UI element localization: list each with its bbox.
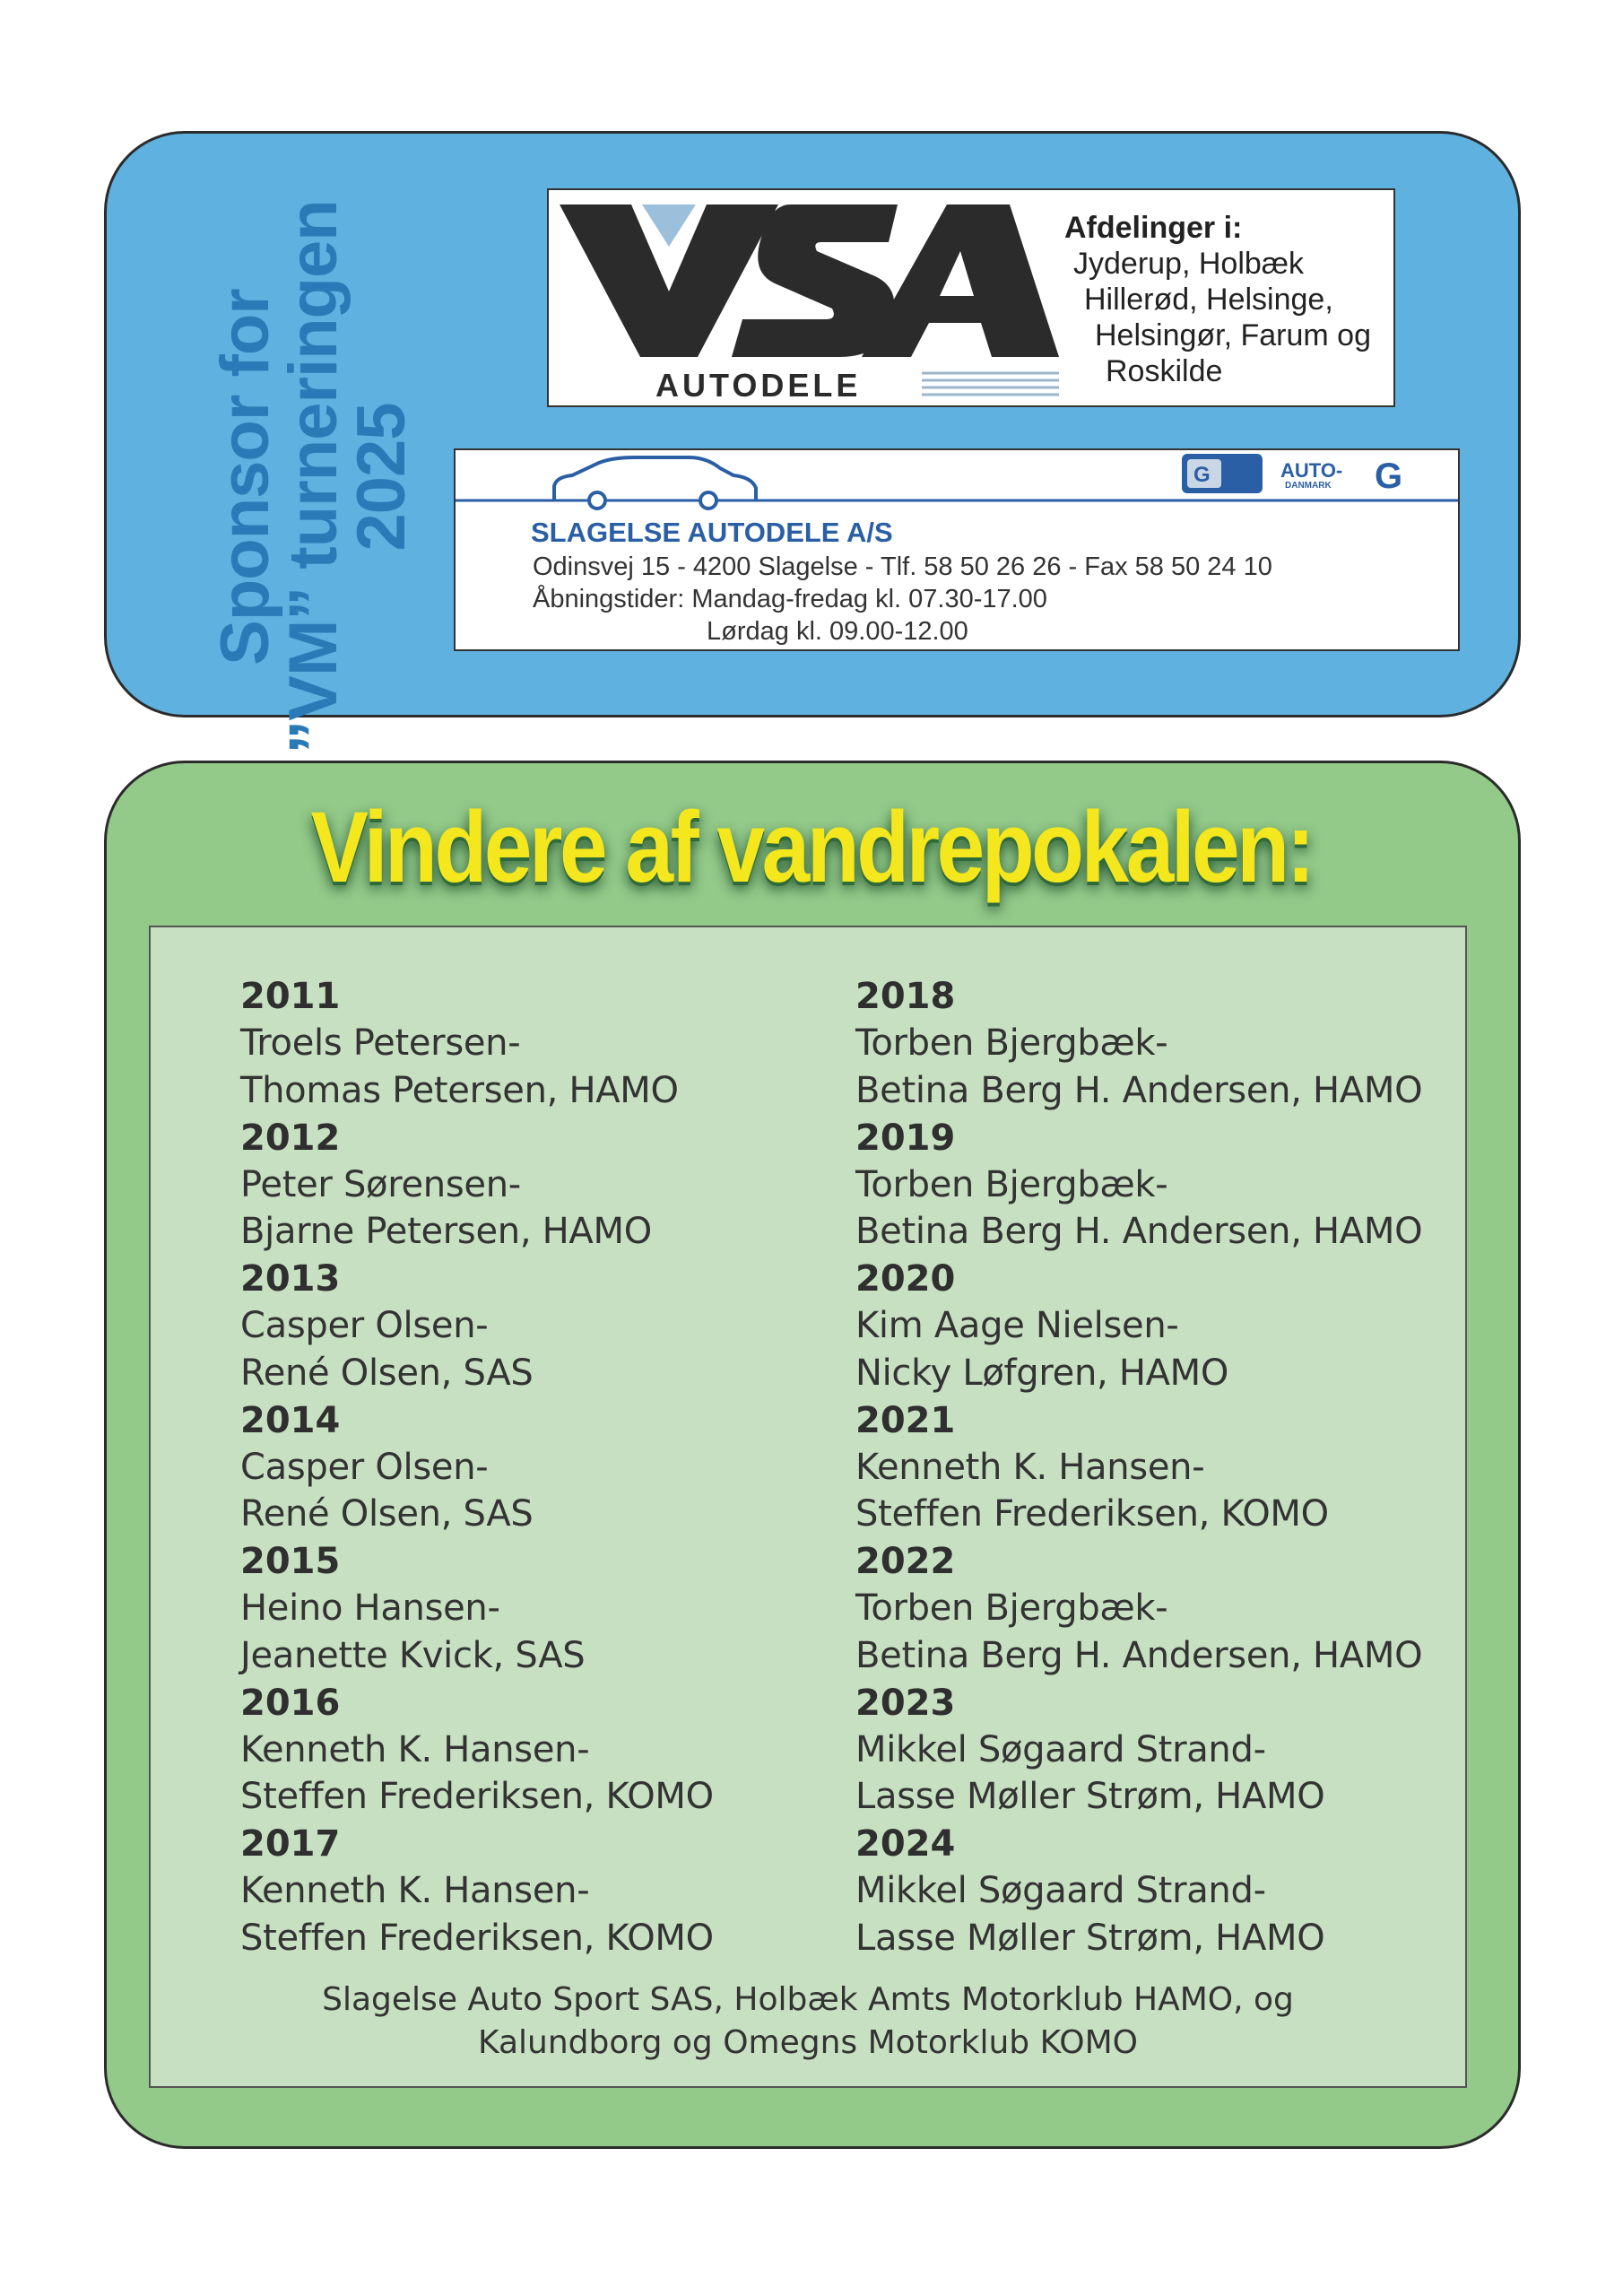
clubs-footer-line-2: Kalundborg og Omegns Motorklub KOMO — [478, 2024, 1138, 2061]
winners-column-left — [240, 973, 850, 1962]
winner-year: 2018 — [855, 976, 956, 1017]
winner-name-2: Thomas Petersen, HAMO — [240, 1069, 679, 1111]
winner-name-2: Steffen Frederiksen, KOMO — [855, 1493, 1329, 1535]
badge-g: G — [1193, 463, 1211, 487]
winner-year: 2013 — [240, 1258, 341, 1300]
winner-year: 2011 — [240, 976, 341, 1017]
winner-entry — [240, 1115, 850, 1257]
winner-name-1: Casper Olsen- — [240, 1446, 489, 1488]
car-outline-icon — [456, 450, 1458, 522]
winner-name-1: Kenneth K. Hansen- — [240, 1728, 590, 1770]
sponsor-line-1: Sponsor for — [207, 289, 283, 665]
winner-year: 2015 — [240, 1541, 341, 1582]
winner-year: 2024 — [855, 1823, 956, 1865]
slagelse-hours-weekday: Åbningstider: Mandag-fredag kl. 07.30-17.00 — [533, 585, 1047, 613]
winner-name-1: Torben Bjergbæk- — [855, 1022, 1168, 1064]
winner-entry — [240, 1538, 850, 1680]
vsa-departments — [1064, 210, 1387, 389]
winners-title: Vindere af vandrepokalen: — [310, 791, 1313, 903]
winner-year: 2021 — [855, 1399, 956, 1441]
slagelse-company-name: SLAGELSE AUTODELE A/S — [531, 517, 893, 548]
winner-entry — [240, 1680, 850, 1822]
winner-year: 2014 — [240, 1399, 341, 1441]
winner-year: 2019 — [855, 1117, 956, 1159]
clubs-footer-line-1: Slagelse Auto Sport SAS, Holbæk Amts Motorklub HAMO, og — [322, 1981, 1294, 2018]
sponsor-line-3: 2025 — [343, 403, 420, 552]
winner-name-1: Kenneth K. Hansen- — [240, 1870, 590, 1911]
departments-line-2: Hillerød, Helsinge, — [1084, 283, 1333, 317]
badge-g-large: G — [1375, 457, 1403, 496]
winner-entry — [240, 1256, 850, 1397]
winner-name-2: Lasse Møller Strøm, HAMO — [855, 1776, 1325, 1817]
winner-name-2: Betina Berg H. Andersen, HAMO — [855, 1069, 1423, 1111]
winner-name-1: Casper Olsen- — [240, 1305, 489, 1346]
winner-entry — [855, 973, 1465, 1115]
winner-name-1: Peter Sørensen- — [240, 1163, 521, 1205]
badge-danmark: DANMARK — [1285, 481, 1332, 491]
winner-name-2: René Olsen, SAS — [240, 1493, 534, 1535]
badge-auto: AUTO- — [1280, 459, 1343, 482]
winner-name-2: Nicky Løfgren, HAMO — [855, 1352, 1229, 1394]
vsa-logo-subtext: AUTODELE — [655, 367, 862, 404]
departments-line-3: Helsingør, Farum og — [1095, 318, 1371, 352]
winner-name-1: Troels Petersen- — [240, 1022, 521, 1064]
winner-entry — [855, 1256, 1465, 1397]
winner-year: 2012 — [240, 1117, 341, 1159]
slagelse-hours-saturday: Lørdag kl. 09.00-12.00 — [707, 617, 968, 646]
winner-year: 2022 — [855, 1541, 956, 1582]
winner-name-1: Torben Bjergbæk- — [855, 1587, 1168, 1629]
winner-name-1: Mikkel Søgaard Strand- — [855, 1870, 1266, 1911]
winner-entry — [855, 1397, 1465, 1539]
winner-name-2: Steffen Frederiksen, KOMO — [240, 1776, 714, 1817]
winner-entry — [855, 1538, 1465, 1680]
winner-name-2: Lasse Møller Strøm, HAMO — [855, 1917, 1325, 1959]
winner-entry — [855, 1680, 1465, 1822]
winner-name-1: Kim Aage Nielsen- — [855, 1305, 1179, 1346]
winner-entry — [855, 1821, 1465, 1962]
winner-year: 2016 — [240, 1682, 341, 1724]
departments-line-1: Jyderup, Holbæk — [1073, 247, 1305, 281]
departments-line-4: Roskilde — [1106, 354, 1223, 388]
winner-name-2: Jeanette Kvick, SAS — [240, 1634, 586, 1676]
winner-name-2: Betina Berg H. Andersen, HAMO — [855, 1211, 1423, 1252]
winner-entry — [240, 1397, 850, 1539]
winner-entry — [855, 1115, 1465, 1257]
winner-year: 2017 — [240, 1823, 341, 1865]
departments-title: Afdelinger i: — [1064, 211, 1243, 245]
winner-entry — [240, 973, 850, 1115]
winner-name-2: René Olsen, SAS — [240, 1352, 534, 1394]
winner-year: 2023 — [855, 1682, 956, 1724]
winner-name-1: Torben Bjergbæk- — [855, 1163, 1168, 1205]
winner-year: 2020 — [855, 1258, 956, 1300]
vsa-advertisement — [547, 188, 1395, 407]
sponsor-line-2: ”VM” turneringen — [275, 200, 352, 754]
slagelse-address: Odinsvej 15 - 4200 Slagelse - Tlf. 58 50 26 26 - Fax 58 50 24 10 — [533, 552, 1272, 581]
winner-name-1: Heino Hansen- — [240, 1587, 500, 1629]
winner-name-2: Betina Berg H. Andersen, HAMO — [855, 1634, 1423, 1676]
winners-column-right — [855, 973, 1465, 1962]
winner-name-2: Steffen Frederiksen, KOMO — [240, 1917, 714, 1959]
winner-name-1: Mikkel Søgaard Strand- — [855, 1728, 1266, 1770]
winner-entry — [240, 1821, 850, 1962]
clubs-footer — [149, 1979, 1467, 2065]
winner-name-1: Kenneth K. Hansen- — [855, 1446, 1205, 1488]
winner-name-2: Bjarne Petersen, HAMO — [240, 1211, 652, 1252]
vsa-logo — [552, 197, 1063, 404]
slagelse-advertisement — [454, 448, 1460, 651]
